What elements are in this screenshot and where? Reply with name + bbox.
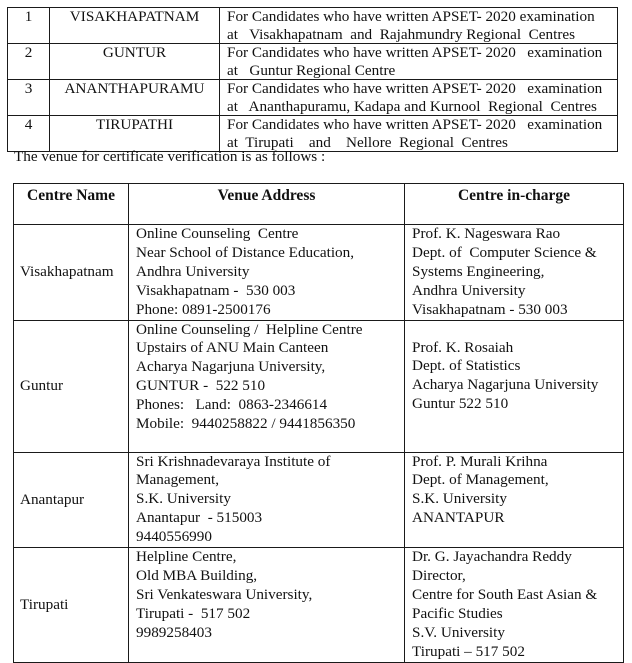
incharge-line: S.K. University xyxy=(412,490,507,508)
description-line: at Tirupati and Nellore Regional Centres xyxy=(227,133,508,151)
header-centre-incharge: Centre in-charge xyxy=(405,184,624,225)
incharge-line: Dept. of Statistics xyxy=(412,357,521,375)
address-line: Tirupati - 517 502 xyxy=(136,604,251,622)
address-line: Upstairs of ANU Main Canteen xyxy=(136,339,329,357)
address-line: Sri Krishnadevaraya Institute of xyxy=(136,452,331,470)
address-line: Old MBA Building, xyxy=(136,566,258,584)
table-row xyxy=(8,44,618,80)
table-row xyxy=(8,8,618,44)
row-number: 3 xyxy=(8,80,50,116)
address-line: S.K. University xyxy=(136,490,231,508)
address-line: Online Counseling Centre xyxy=(136,225,299,242)
venue-table xyxy=(13,183,624,663)
incharge-line: Dr. G. Jayachandra Reddy xyxy=(412,548,572,566)
incharge-line: Acharya Nagarjuna University xyxy=(412,376,599,394)
description-line: at Visakhapatnam and Rajahmundry Regional Centres xyxy=(227,25,576,43)
centre-incharge xyxy=(405,320,624,452)
centre-name: Anantapur xyxy=(14,452,129,548)
centre-name: Guntur xyxy=(14,320,129,452)
table-row xyxy=(14,452,624,548)
venue-address xyxy=(129,225,405,321)
address-line: 9440556990 xyxy=(136,528,212,546)
centre-name: Visakhapatnam xyxy=(14,225,129,321)
centre-incharge xyxy=(405,452,624,548)
header-venue-address: Venue Address xyxy=(129,184,405,225)
incharge-line: Guntur 522 510 xyxy=(412,395,509,413)
description-line: at Guntur Regional Centre xyxy=(227,61,396,79)
incharge-line: Dept. of Management, xyxy=(412,471,549,489)
table-header-row xyxy=(14,184,624,225)
centre-description xyxy=(220,116,618,152)
incharge-line: Dept. of Computer Science & xyxy=(412,243,597,261)
table-row xyxy=(14,225,624,321)
header-centre-name: Centre Name xyxy=(14,184,129,225)
address-line: GUNTUR - 522 510 xyxy=(136,377,266,395)
incharge-line: Prof. P. Murali Krihna xyxy=(412,452,548,470)
incharge-line: Systems Engineering, xyxy=(412,262,545,280)
address-line: Acharya Nagarjuna University, xyxy=(136,358,326,376)
incharge-line: Andhra University xyxy=(412,281,526,299)
description-line: For Candidates who have written APSET- 2020 examination xyxy=(227,116,603,133)
incharge-line: Pacific Studies xyxy=(412,604,503,622)
centre-name: ANANTHAPURAMU xyxy=(50,80,220,116)
description-line: For Candidates who have written APSET- 2020 examination xyxy=(227,80,603,97)
incharge-line: S.V. University xyxy=(412,623,505,641)
venue-address xyxy=(129,320,405,452)
description-line: at Ananthapuramu, Kadapa and Kurnool Regional Centres xyxy=(227,97,597,115)
incharge-line: Prof. K. Rosaiah xyxy=(412,338,514,356)
incharge-line: Prof. K. Nageswara Rao xyxy=(412,225,561,242)
address-line: Near School of Distance Education, xyxy=(136,243,355,261)
address-line: Anantapur - 515003 xyxy=(136,509,263,527)
address-line: Andhra University xyxy=(136,262,250,280)
address-line: Phones: Land: 0863-2346614 xyxy=(136,396,328,414)
centre-name: GUNTUR xyxy=(50,44,220,80)
incharge-line: Centre for South East Asian & xyxy=(412,585,598,603)
table-row xyxy=(8,116,618,152)
centre-name: Tirupati xyxy=(14,548,129,662)
venue-intro-text: The venue for certificate verification is as follows : xyxy=(14,148,326,165)
address-line: Mobile: 9440258822 / 9441856350 xyxy=(136,415,356,433)
centre-name: VISAKHAPATNAM xyxy=(50,8,220,44)
centre-description xyxy=(220,44,618,80)
address-line: Sri Venkateswara University, xyxy=(136,585,313,603)
address-line: Visakhapatnam - 530 003 xyxy=(136,281,296,299)
incharge-line: Tirupati – 517 502 xyxy=(412,642,525,660)
centre-incharge xyxy=(405,225,624,321)
row-number: 4 xyxy=(8,116,50,152)
centre-name: TIRUPATHI xyxy=(50,116,220,152)
address-line: 9989258403 xyxy=(136,623,212,641)
description-line: For Candidates who have written APSET- 2020 examination xyxy=(227,44,603,61)
centre-description xyxy=(220,80,618,116)
address-line: Management, xyxy=(136,471,220,489)
address-line: Online Counseling / Helpline Centre xyxy=(136,320,363,338)
address-line: Phone: 0891-2500176 xyxy=(136,300,271,318)
incharge-line: ANANTAPUR xyxy=(412,509,505,527)
row-number: 1 xyxy=(8,8,50,44)
incharge-line: Director, xyxy=(412,566,466,584)
description-line: For Candidates who have written APSET- 2020 examination xyxy=(227,8,595,25)
table-row xyxy=(14,320,624,452)
row-number: 2 xyxy=(8,44,50,80)
address-line: Helpline Centre, xyxy=(136,548,237,566)
venue-address xyxy=(129,452,405,548)
centre-description xyxy=(220,8,618,44)
regional-centres-table xyxy=(7,7,618,152)
table-row xyxy=(8,80,618,116)
incharge-line: Visakhapatnam - 530 003 xyxy=(412,300,568,318)
